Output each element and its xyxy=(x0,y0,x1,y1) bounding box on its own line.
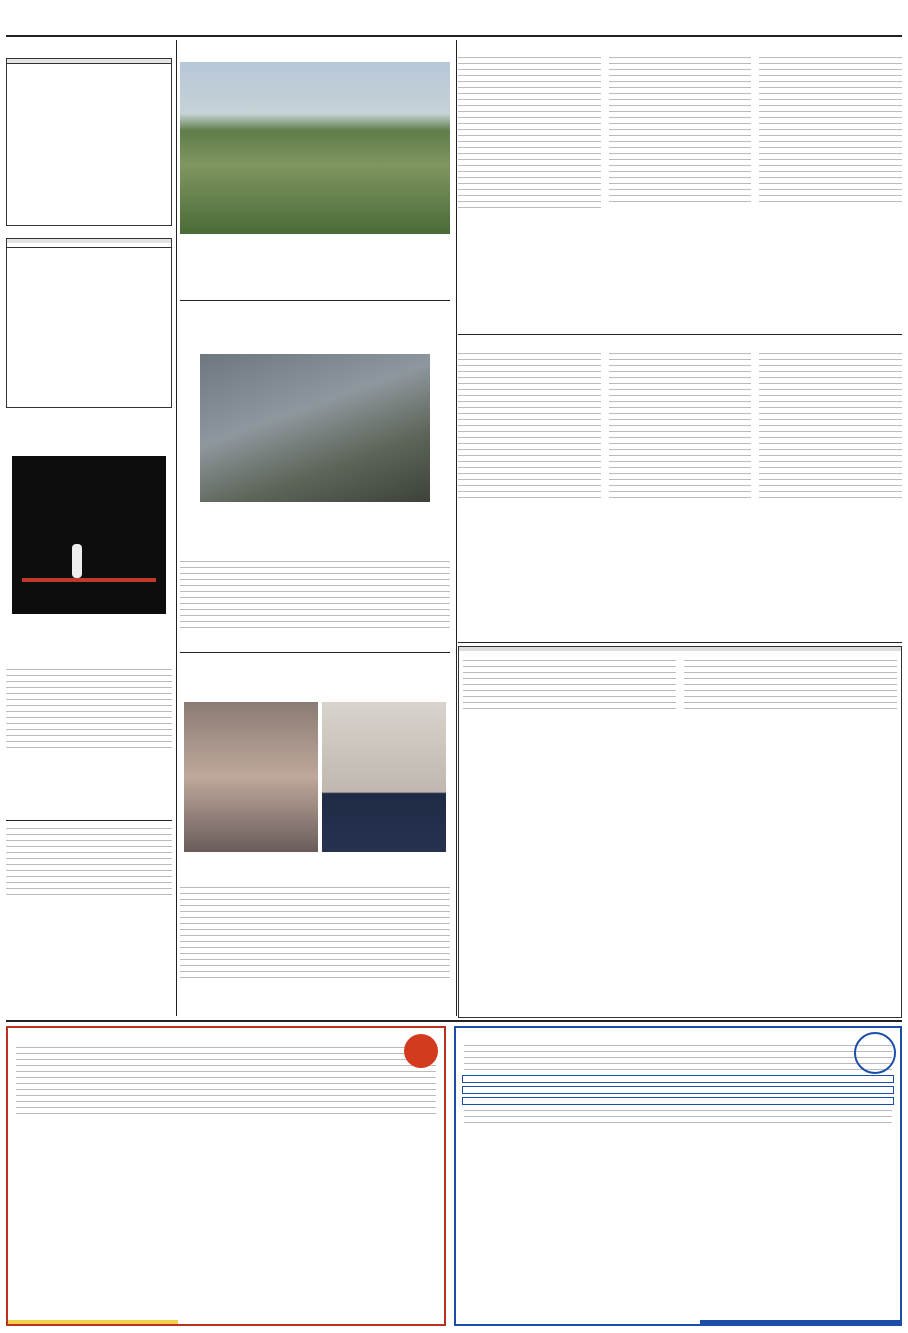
port-tender-ad xyxy=(454,1026,902,1326)
maroon-ad-footer xyxy=(8,1320,178,1324)
port-logo-icon xyxy=(854,1032,896,1074)
main-story xyxy=(458,40,902,330)
maroon-tender-ad xyxy=(6,1026,446,1326)
lagoon-story xyxy=(180,44,450,294)
gut-health-story xyxy=(458,338,902,638)
habits-story xyxy=(6,416,172,816)
port-deadline-2 xyxy=(462,1086,894,1094)
weather-story xyxy=(180,306,450,646)
letters-section xyxy=(6,238,172,408)
port-ad-footer xyxy=(700,1320,900,1324)
letters-box xyxy=(6,58,172,226)
nioc-logo-icon xyxy=(404,1034,438,1068)
port-deadline-3 xyxy=(462,1097,894,1105)
crossword-box xyxy=(458,646,902,1018)
habits-illustration xyxy=(12,456,166,614)
suspect-photo xyxy=(184,702,318,852)
letters-text xyxy=(7,64,171,70)
masthead xyxy=(0,0,908,34)
child-photo xyxy=(322,702,446,852)
port-deadline-1 xyxy=(462,1075,894,1083)
lagoon-photo xyxy=(180,62,450,234)
port-ad-body xyxy=(456,1032,900,1040)
weather-photo xyxy=(200,354,430,502)
school-story xyxy=(6,822,172,1016)
letters-item-headline xyxy=(7,248,171,254)
solution-grid xyxy=(735,847,891,1003)
gilan-story xyxy=(180,656,450,1016)
crossword-grid[interactable] xyxy=(473,795,723,1005)
maroon-ad-body xyxy=(8,1032,444,1042)
